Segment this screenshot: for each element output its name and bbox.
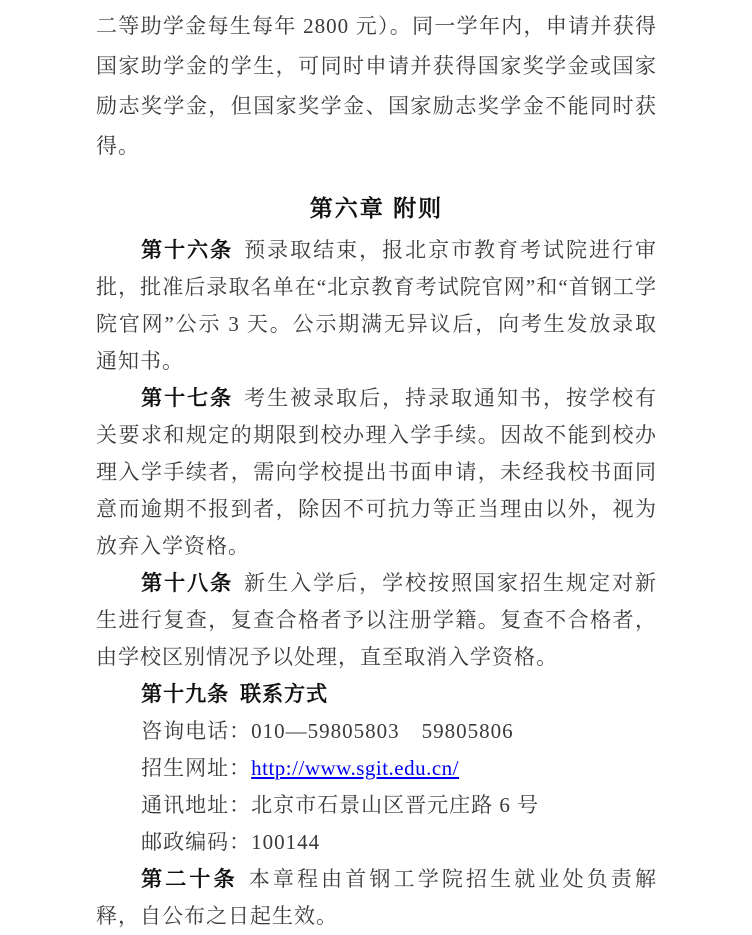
contact-phone-line	[96, 713, 657, 750]
article-20-paragraph	[96, 861, 657, 935]
contact-website-label: 招生网址：	[141, 756, 252, 780]
intro-paragraph: 二等助学金每生每年 2800 元）。同一学年内，申请并获得国家助学金的学生，可同时申请并获得国家奖学金或国家励志奖学金，但国家奖学金、国家励志奖学金不能同时获得。	[96, 14, 657, 158]
contact-address-label: 通讯地址：	[141, 793, 252, 817]
contact-website-line	[96, 750, 657, 787]
article-18-text: 新生入学后，学校按照国家招生规定对新生进行复查，复查合格者予以注册学籍。复查不合格者，由学校区别情况予以处理，直至取消入学资格。	[96, 571, 658, 669]
contact-phone-label: 咨询电话：	[141, 719, 252, 743]
website-link[interactable]: http://www.sgit.edu.cn/	[251, 756, 460, 780]
article-16-paragraph	[96, 232, 657, 380]
article-19-paragraph	[96, 676, 657, 713]
article-19-text: 联系方式	[240, 683, 329, 706]
article-16-text: 预录取结束，报北京市教育考试院进行审批，批准后录取名单在“北京教育考试院官网”和“首钢工学院官网”公示 3 天。公示期满无异议后，向考生发放录取通知书。	[96, 238, 658, 373]
article-16-label: 第十六条	[141, 239, 234, 262]
contact-phone-value: 010—59805803 59805806	[251, 719, 514, 743]
contact-address-value: 北京市石景山区晋元庄路 6 号	[251, 793, 540, 817]
contact-address-line	[96, 787, 657, 824]
contact-postcode-value: 100144	[251, 830, 321, 854]
article-17-paragraph	[96, 380, 657, 565]
article-17-text: 考生被录取后，持录取通知书，按学校有关要求和规定的期限到校办理入学手续。因故不能到校办理入学手续者，需向学校提出书面申请，未经我校书面同意而逾期不报到者，除因不可抗力等正当理由以外，视为放弃入学资格。	[96, 386, 658, 558]
contact-postcode-label: 邮政编码：	[141, 830, 252, 854]
chapter-heading: 第六章 附则	[309, 195, 444, 221]
article-20-label: 第二十条	[141, 868, 238, 891]
article-18-paragraph	[96, 565, 657, 676]
article-19-label: 第十九条	[141, 683, 230, 706]
article-20-text: 本章程由首钢工学院招生就业处负责解释，自公布之日起生效。	[96, 867, 658, 928]
contact-postcode-line	[96, 824, 657, 861]
article-17-label: 第十七条	[141, 387, 234, 410]
article-18-label: 第十八条	[141, 572, 234, 595]
